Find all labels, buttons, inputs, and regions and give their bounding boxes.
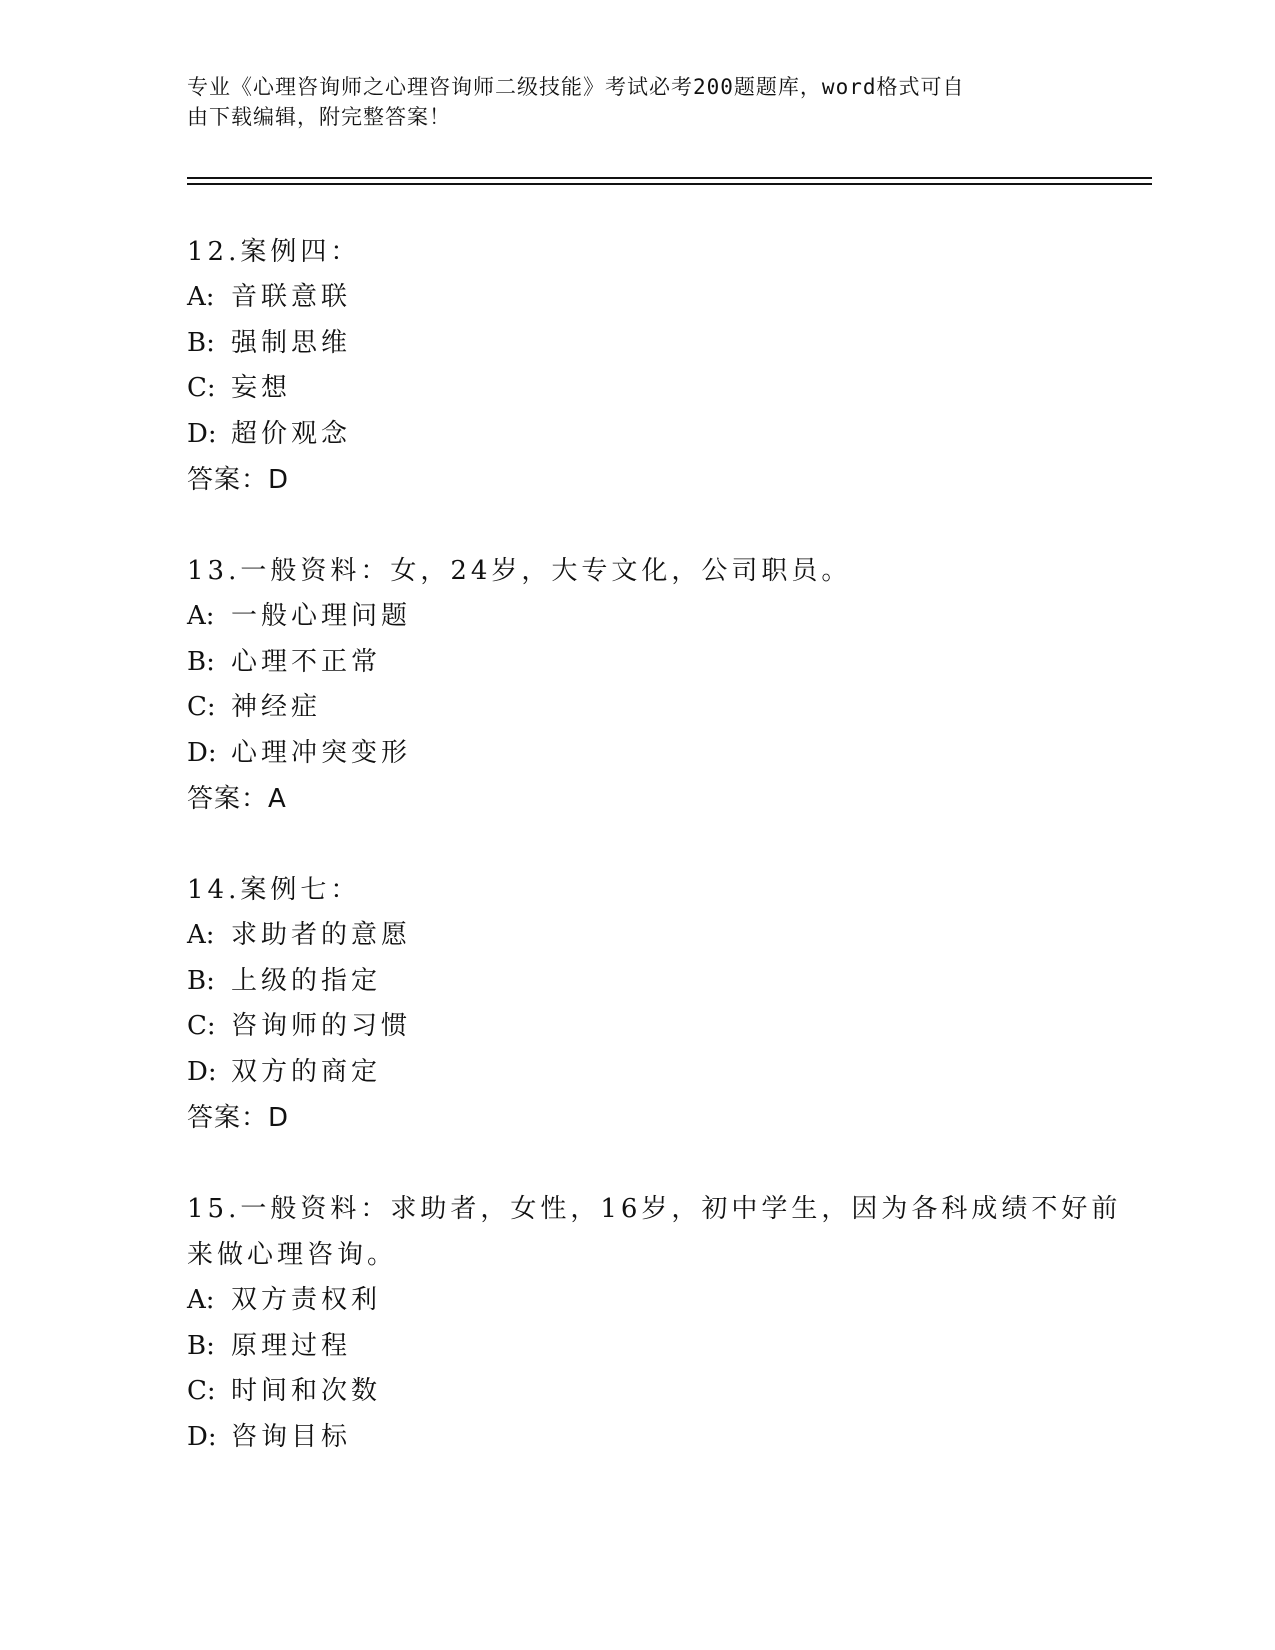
answer-value: A <box>268 784 286 814</box>
option-key: A: <box>187 1285 215 1315</box>
question-list <box>187 229 1122 1505</box>
option-d <box>187 412 1087 458</box>
option-text: 双方责权利 <box>231 1285 382 1315</box>
header-divider-top <box>187 177 1152 179</box>
question-stem-line: 15.一般资料：求助者，女性，16岁，初中学生，因为各科成绩不好前 <box>187 1194 1122 1224</box>
question-stem <box>187 1186 1122 1278</box>
option-b <box>187 640 1087 686</box>
option-key: D: <box>187 418 217 449</box>
question-stem-line: 14.案例七： <box>187 875 361 905</box>
option-d <box>187 731 1087 777</box>
option-key: C: <box>187 1011 216 1041</box>
option-text: 妄想 <box>231 373 292 403</box>
answer-label: 答案： <box>187 465 269 495</box>
option-key: A: <box>187 282 215 312</box>
header-divider-bottom <box>187 183 1152 185</box>
option-key: A: <box>187 920 215 950</box>
option-text: 时间和次数 <box>231 1376 382 1406</box>
option-a <box>187 594 1087 640</box>
question-stem-line: 12.案例四： <box>187 237 361 267</box>
option-c <box>187 1004 1087 1050</box>
option-text: 咨询目标 <box>231 1421 352 1452</box>
option-key: D: <box>187 1056 217 1087</box>
question-stem-line: 来做心理咨询。 <box>187 1240 398 1270</box>
option-key: D: <box>187 1421 217 1452</box>
question-stem <box>187 867 1087 913</box>
question-stem-line: 13.一般资料：女，24岁，大专文化，公司职员。 <box>187 556 852 586</box>
answer-value: D <box>268 1103 289 1133</box>
header-line-2: 由下载编辑，附完整答案！ <box>187 105 451 129</box>
option-text: 心理不正常 <box>231 646 382 677</box>
option-a <box>187 1278 1087 1324</box>
option-c <box>187 366 1087 412</box>
option-key: C: <box>187 1376 216 1406</box>
answer-line <box>187 1095 1087 1141</box>
option-text: 强制思维 <box>231 327 352 358</box>
question-14 <box>187 867 1087 1141</box>
option-key: B: <box>187 965 215 996</box>
question-13 <box>187 548 1087 822</box>
option-key: A: <box>187 601 215 631</box>
option-key: D: <box>187 737 217 768</box>
option-text: 双方的商定 <box>231 1056 382 1087</box>
option-d <box>187 1415 1087 1461</box>
option-text: 音联意联 <box>231 282 352 312</box>
option-c <box>187 685 1087 731</box>
option-key: B: <box>187 327 215 358</box>
answer-label: 答案： <box>187 784 269 814</box>
option-text: 上级的指定 <box>231 965 382 996</box>
option-text: 心理冲突变形 <box>231 737 412 768</box>
option-text: 一般心理问题 <box>231 601 412 631</box>
option-a <box>187 913 1087 959</box>
document-header <box>187 72 1067 132</box>
answer-line <box>187 776 1087 822</box>
option-text: 求助者的意愿 <box>231 920 412 950</box>
option-b <box>187 1324 1087 1370</box>
option-a <box>187 275 1087 321</box>
option-text: 原理过程 <box>231 1330 352 1361</box>
option-text: 咨询师的习惯 <box>231 1011 412 1041</box>
option-c <box>187 1369 1087 1415</box>
question-stem <box>187 229 1087 275</box>
option-key: B: <box>187 1330 215 1361</box>
answer-line <box>187 457 1087 503</box>
option-key: C: <box>187 373 216 403</box>
option-text: 超价观念 <box>231 418 352 449</box>
question-12 <box>187 229 1087 503</box>
option-key: C: <box>187 692 216 722</box>
answer-value: D <box>268 465 289 495</box>
option-d <box>187 1050 1087 1096</box>
option-b <box>187 959 1087 1005</box>
option-key: B: <box>187 646 215 677</box>
question-15 <box>187 1186 1122 1460</box>
option-text: 神经症 <box>231 692 322 722</box>
answer-label: 答案： <box>187 1103 269 1133</box>
question-stem <box>187 548 1087 594</box>
option-b <box>187 321 1087 367</box>
header-line-1: 专业《心理咨询师之心理咨询师二级技能》考试必考200题题库，word格式可自 <box>187 75 965 99</box>
